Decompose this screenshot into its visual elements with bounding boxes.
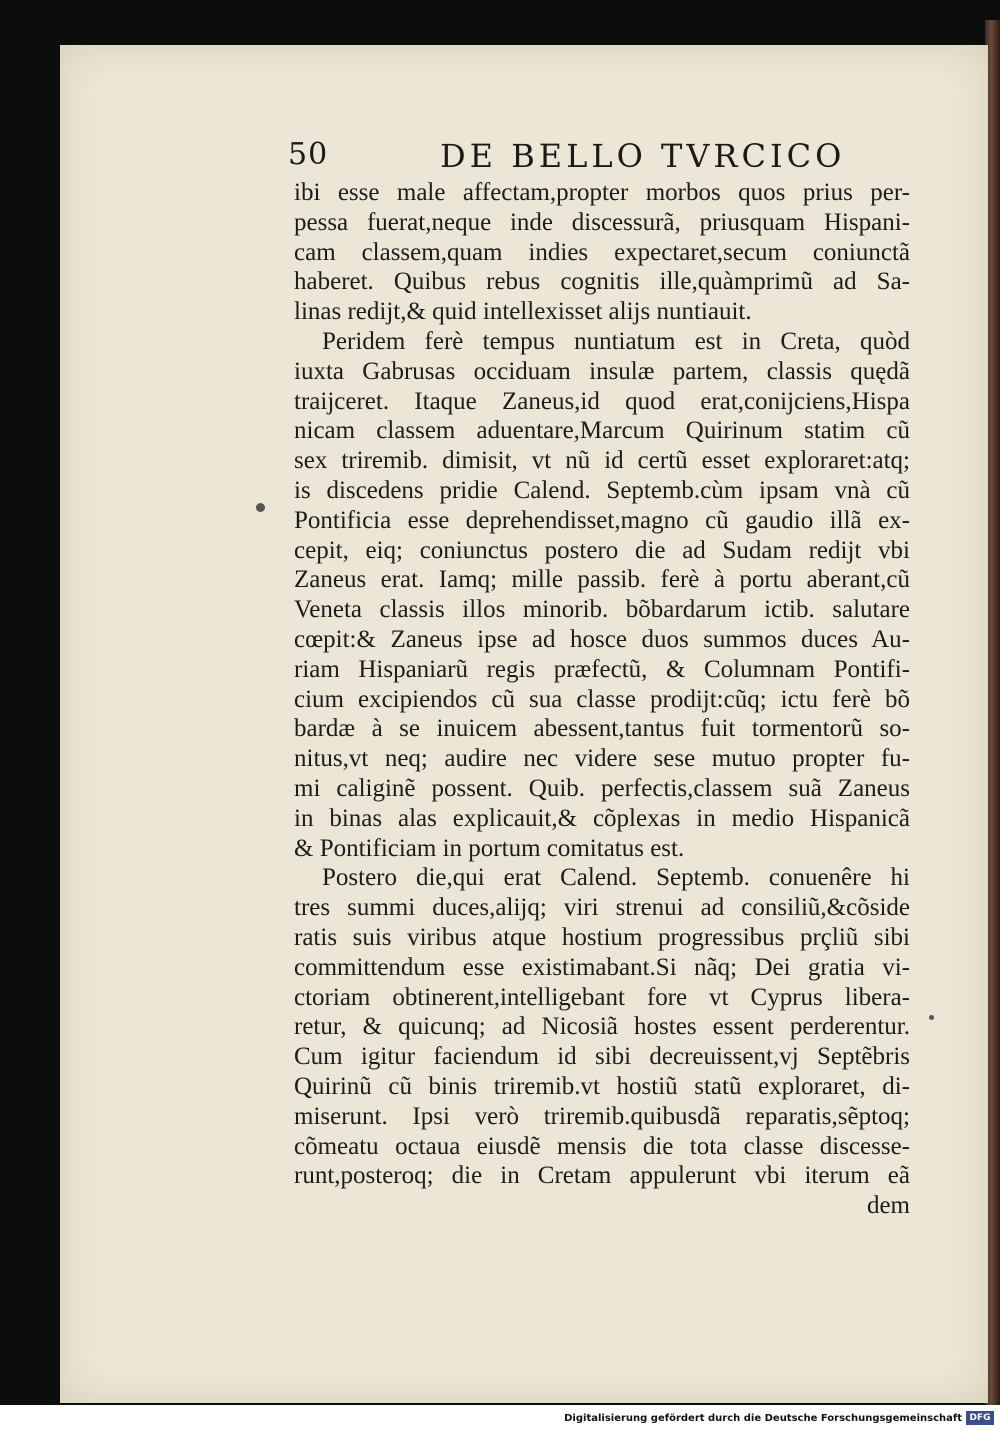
paper-speck [256, 503, 265, 512]
text-line: bardæ à se inuicem abessent,tantus fuit tormentorũ so- [294, 715, 910, 743]
text-line: Quirinũ cũ binis triremib.vt hostiũ statũ exploraret, di- [294, 1072, 910, 1100]
text-line: Veneta classis illos minorib. bõbardarum ictib. salutare [294, 596, 910, 624]
text-line: ratis suis viribus atque hostium progressibus prçliũ sibi [294, 923, 910, 951]
text-line: Postero die,qui erat Calend. Septemb. conuenêre hi [322, 864, 910, 892]
text-line: retur, & quicunq; ad Nicosiã hostes essent perderentur. [294, 1013, 910, 1041]
text-line: Pontificia esse deprehendisset,magno cũ gaudio illã ex- [294, 506, 910, 534]
text-line: riam Hispaniarũ regis præfectũ, & Columnam Pontifi- [294, 655, 910, 683]
digitization-credit: Digitalisierung gefördert durch die Deutsche Forschungsgemeinschaft [564, 1413, 962, 1424]
text-line: tres summi duces,alijq; viri strenui ad consiliũ,&cõside [294, 894, 910, 922]
text-line: iuxta Gabrusas occiduam insulæ partem, classis quędã [294, 357, 910, 385]
text-line: haberet. Quibus rebus cognitis ille,quàmprimũ ad Sa- [294, 268, 910, 296]
body-text [294, 178, 910, 1221]
text-line: runt,posteroq; die in Cretam appulerunt vbi iterum eã [294, 1162, 910, 1190]
text-line: traijceret. Itaque Zaneus,id quod erat,conijciens,Hispa [294, 387, 910, 415]
text-line: Peridem ferè tempus nuntiatum est in Creta, quòd [322, 327, 910, 355]
text-line: ctoriam obtinerent,intelligebant fore vt Cyprus libera- [294, 983, 910, 1011]
text-line: cium excipiendos cũ sua classe prodijt:cũq; ictu ferè bõ [294, 685, 910, 713]
catchword: dem [866, 1192, 910, 1220]
text-line: in binas alas explicauit,& cõplexas in medio Hispanicã [294, 804, 910, 832]
text-line: Cum igitur faciendum id sibi decreuissent,vj Septẽbris [294, 1043, 910, 1071]
text-line: miserunt. Ipsi verò triremib.quibusdã reparatis,sẽptoq; [294, 1102, 910, 1130]
text-line: cepit, eiq; coniunctus postero die ad Sudam redijt vbi [294, 536, 910, 564]
text-line: cœpit:& Zaneus ipse ad hosce duos summos duces Au- [294, 625, 910, 653]
text-line: sex triremib. dimisit, vt nũ id certũ esset exploraret:atq; [294, 447, 910, 475]
text-line: committendum esse existimabant.Si nãq; Dei gratia vi- [294, 953, 910, 981]
text-line: cam classem,quam indies expectaret,secum coniunctã [294, 238, 910, 266]
paper-speck [929, 1015, 934, 1020]
text-line: mi caliginẽ possent. Quib. perfectis,classem suã Zaneus [294, 774, 910, 802]
running-head: DE BELLO TVRCICO [440, 137, 846, 175]
dfg-logo: DFG [966, 1411, 994, 1425]
text-line: nitus,vt neq; audire nec videre sese mutuo propter fu- [294, 745, 910, 773]
text-line: & Pontificiam in portum comitatus est. [294, 834, 685, 862]
text-line: is discedens pridie Calend. Septemb.cùm ipsam vnà cũ [294, 476, 910, 504]
text-line: Zaneus erat. Iamq; mille passib. ferè à portu aberant,cũ [294, 566, 910, 594]
text-line: pessa fuerat,neque inde discessurã, priusquam Hispani- [294, 208, 910, 236]
page-number: 50 [288, 137, 329, 172]
text-line: nicam classem aduentare,Marcum Quirinum statim cũ [294, 417, 910, 445]
text-line: ibi esse male affectam,propter morbos quos prius per- [294, 179, 910, 206]
text-line: cõmeatu octaua eiusdẽ mensis die tota classe discesse- [294, 1132, 910, 1160]
text-line: linas rediјt,& quid intellexisset alijs nuntiauit. [294, 298, 752, 326]
